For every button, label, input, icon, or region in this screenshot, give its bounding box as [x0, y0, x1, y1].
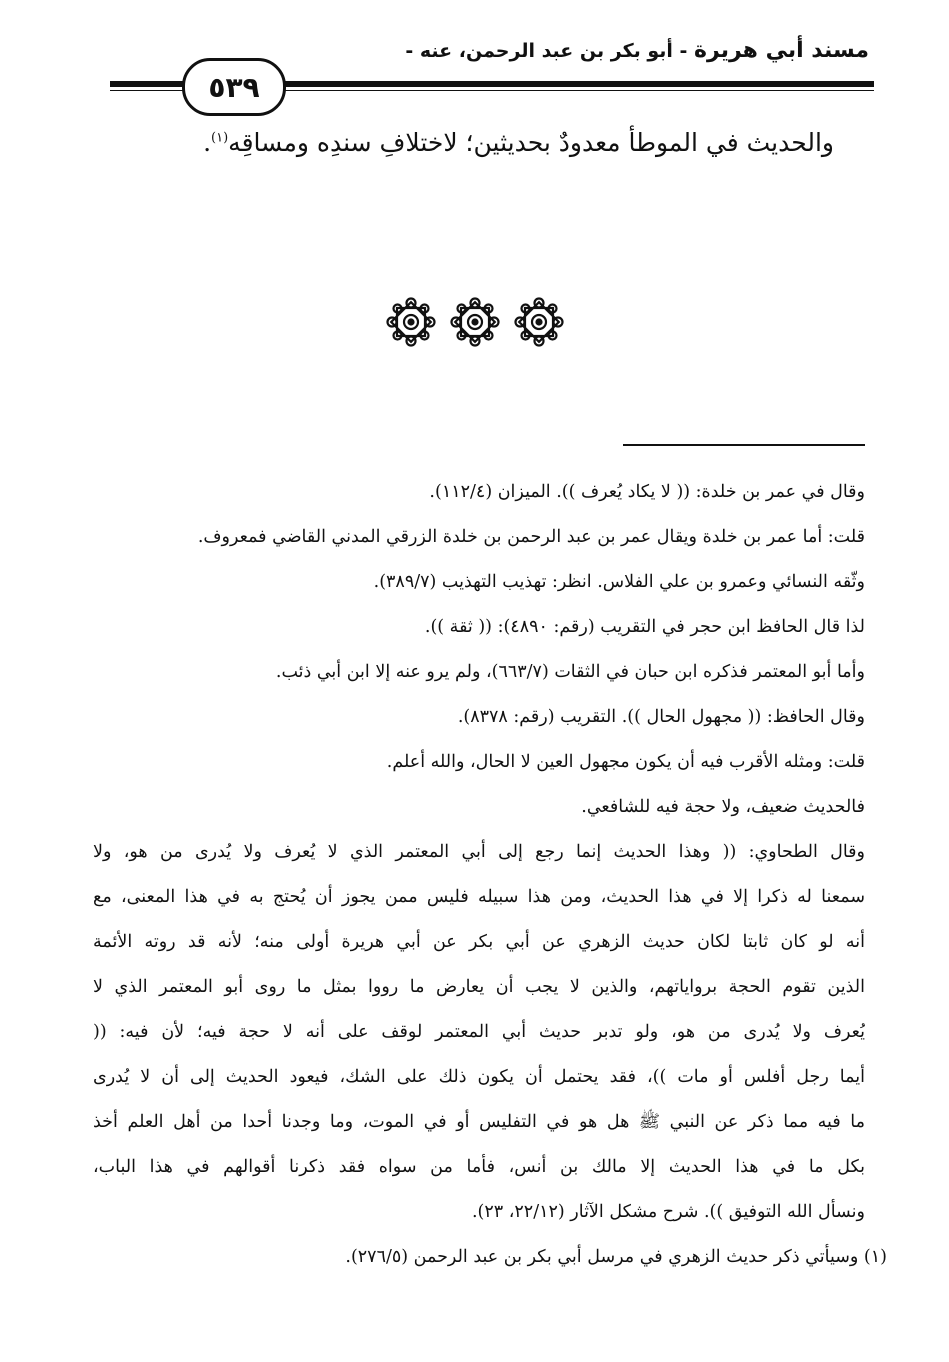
note-line: يُعرف ولا يُدرى من هو، ولو تدبر حديث أبي المعتمر لوقف على أنه لا حجة فيه؛ لأن فيه: ((	[93, 1022, 865, 1042]
footnotes	[93, 470, 887, 1280]
section-title: - أبو بكر بن عبد الرحمن، عنه -	[405, 40, 695, 62]
star-ornament-icon	[385, 296, 437, 348]
footnote-marker: (١)	[211, 130, 229, 146]
star-ornament-icon	[449, 296, 501, 348]
note-line: وقال في عمر بن خلدة: (( لا يكاد يُعرف )). الميزان (١١٢/٤).	[429, 482, 865, 502]
book-title: مسند أبي هريرة	[694, 38, 869, 63]
note-line: بكل ما في هذا الحديث إلا مالك بن أنس، فأما من سواه فقد ذكرنا أقوالهم في هذا الباب،	[93, 1157, 865, 1177]
note-line: قلت: أما عمر بن خلدة ويقال عمر بن عبد الرحمن بن خلدة الزرقي المدني القاضي فمعروف.	[197, 527, 865, 547]
page-number: ٥٣٩	[182, 58, 286, 116]
footnote-1: (١) وسيأتي ذكر حديث الزهري في مرسل أبي بكر بن عبد الرحمن (٢٧٦/٥).	[345, 1247, 887, 1267]
note-line: لذا قال الحافظ ابن حجر في التقريب (رقم: ٤٨٩٠): (( ثقة )).	[424, 617, 865, 637]
note-line: فالحديث ضعيف، ولا حجة فيه للشافعي.	[581, 797, 865, 817]
footnote-separator	[623, 444, 865, 446]
note-line: ما فيه مما ذكر عن النبي ﷺ هل هو في التفليس أو في الموت، وما وجدنا أحدا من أهل العلم أخذ	[93, 1112, 865, 1132]
note-line: وقال الحافظ: (( مجهول الحال )). التقريب (رقم: ٨٣٧٨).	[457, 707, 865, 727]
note-line: أيما رجل أفلس أو مات ))، فقد يحتمل أن يكون ذلك على الشك، فيعود الحديث إلى أن لا يُدرى	[93, 1067, 865, 1087]
section-divider	[0, 296, 949, 356]
note-line: أنه لو كان ثابتا لكان حديث الزهري عن أبي بكر عن أبي هريرة أولى منه؛ لأنه قد روته الأئمة	[93, 932, 865, 952]
running-header	[49, 38, 869, 63]
note-line: قلت: ومثله الأقرب فيه أن يكون مجهول العين لا الحال، والله أعلم.	[386, 752, 865, 772]
main-sentence-end: .	[203, 128, 212, 157]
note-line: الذين تقوم الحجة برواياتهم، والذين لا يجب أن يعارض ما رووا بمثل ما روى أبو المعتمر الذي لا	[93, 977, 865, 997]
star-ornament-icon	[513, 296, 565, 348]
main-text	[74, 128, 834, 157]
note-line: ونسأل الله التوفيق )). شرح مشكل الآثار (٢٢/١٢، ٢٣).	[471, 1202, 865, 1222]
main-sentence: والحديث في الموطأ معدودٌ بحديثين؛ لاختلافِ سندِه ومساقِه	[228, 128, 834, 157]
note-line: سمعنا له ذكرا إلا في هذا الحديث، ومن هذا سبيله فليس ممن يجوز أن يُحتج به في هذا المعنى، مع	[93, 887, 865, 907]
note-line: وثّقه النسائي وعمرو بن علي الفلاس. انظر: تهذيب التهذيب (٣٨٩/٧).	[373, 572, 865, 592]
note-line: وأما أبو المعتمر فذكره ابن حبان في الثقات (٦٦٣/٧)، ولم يرو عنه إلا ابن أبي ذئب.	[275, 662, 865, 682]
note-line: وقال الطحاوي: (( وهذا الحديث إنما رجع إلى أبي المعتمر الذي لا يُعرف ولا يُدرى من هو، ولا	[93, 842, 865, 862]
